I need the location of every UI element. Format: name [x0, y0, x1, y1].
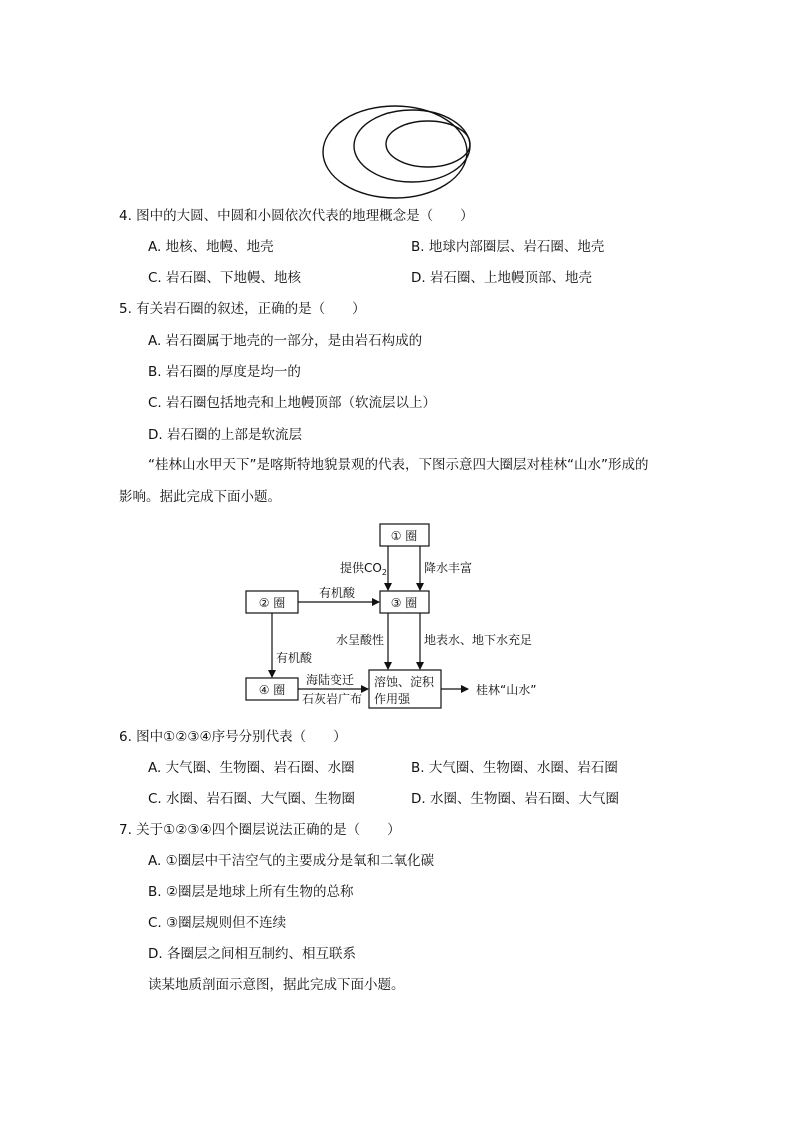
q5-option-c[interactable]: C. 岩石圈包括地壳和上地幔顶部（软流层以上） [148, 395, 437, 411]
sphere-2-label: ② 圈 [258, 596, 286, 610]
q7-option-d[interactable]: D. 各圈层之间相互制约、相互联系 [148, 946, 356, 962]
intro-line-1: “桂林山水甲天下”是喀斯特地貌景观的代表，下图示意四大圈层对桂林“山水”形成的 [148, 457, 649, 473]
q4-option-d[interactable]: D. 岩石圈、上地幔顶部、地壳 [411, 270, 592, 286]
q5-option-b[interactable]: B. 岩石圈的厚度是均一的 [148, 364, 301, 380]
sea-land-label: 海陆变迁 [306, 673, 355, 687]
q6-option-b[interactable]: B. 大气圈、生物圈、水圈、岩石圈 [411, 760, 618, 776]
sphere-3-label: ③ 圈 [390, 596, 418, 610]
nested-circles-figure [318, 104, 478, 202]
q5-option-d[interactable]: D. 岩石圈的上部是软流层 [148, 427, 302, 443]
q4-stem: 4. 图中的大圆、中圆和小圆依次代表的地理概念是（ ） [119, 208, 474, 224]
four-spheres-diagram [240, 518, 570, 714]
q6-option-d[interactable]: D. 水圈、生物圈、岩石圈、大气圈 [411, 791, 619, 807]
q7-option-b[interactable]: B. ②圈层是地球上所有生物的总称 [148, 884, 354, 900]
sphere-1-label: ① 圈 [390, 529, 418, 543]
acid-label-2: 有机酸 [276, 651, 313, 665]
co2-label [340, 560, 387, 577]
q4-option-a[interactable]: A. 地核、地幔、地壳 [148, 239, 274, 255]
q5-stem: 5. 有关岩石圈的叙述，正确的是（ ） [119, 301, 366, 317]
acid-label-1: 有机酸 [319, 586, 356, 600]
sphere-4-label: ④ 圈 [258, 683, 286, 697]
q6-stem: 6. 图中①②③④序号分别代表（ ） [119, 729, 347, 745]
q5-option-a[interactable]: A. 岩石圈属于地壳的一部分，是由岩石构成的 [148, 333, 423, 349]
q6-option-c[interactable]: C. 水圈、岩石圈、大气圈、生物圈 [148, 791, 356, 807]
erosion-label-1: 溶蚀、淀积 [374, 675, 435, 689]
middle-circle [354, 110, 470, 182]
q7-option-c[interactable]: C. ③圈层规则但不连续 [148, 915, 287, 931]
co2-subscript: 2 [381, 568, 387, 577]
acidic-water-label: 水呈酸性 [336, 633, 385, 647]
water-ample-label: 地表水、地下水充足 [424, 633, 533, 647]
outro-line: 读某地质剖面示意图，据此完成下面小题。 [148, 977, 405, 993]
erosion-label-2: 作用强 [374, 692, 411, 706]
large-circle [323, 106, 467, 198]
q4-option-c[interactable]: C. 岩石圈、下地幔、地核 [148, 270, 302, 286]
small-circle [386, 121, 470, 167]
limestone-label: 石灰岩广布 [302, 692, 363, 706]
q6-option-a[interactable]: A. 大气圈、生物圈、岩石圈、水圈 [148, 760, 355, 776]
co2-text: 提供CO [340, 561, 382, 575]
result-label: 桂林“山水” [476, 683, 537, 697]
q7-option-a[interactable]: A. ①圈层中干洁空气的主要成分是氧和二氧化碳 [148, 853, 435, 869]
intro-line-2: 影响。据此完成下面小题。 [119, 489, 281, 505]
q7-stem: 7. 关于①②③④四个圈层说法正确的是（ ） [119, 822, 401, 838]
rain-label: 降水丰富 [424, 561, 473, 575]
q4-option-b[interactable]: B. 地球内部圈层、岩石圈、地壳 [411, 239, 605, 255]
